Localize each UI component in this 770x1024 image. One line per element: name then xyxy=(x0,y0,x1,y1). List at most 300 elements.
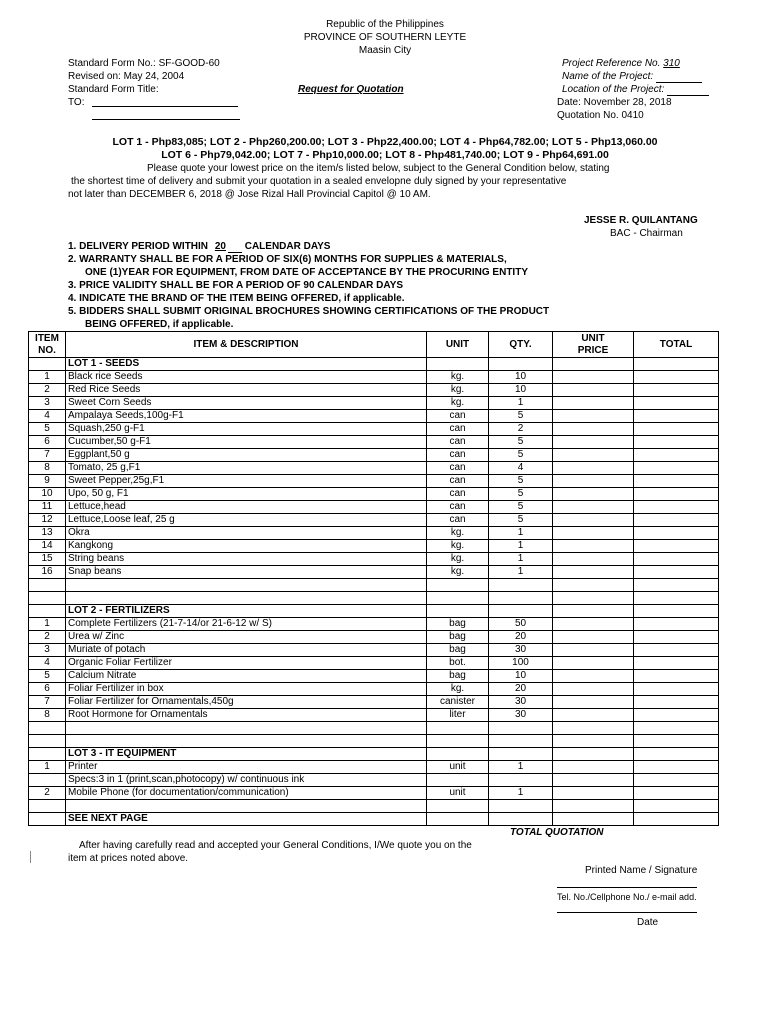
item-total-cell xyxy=(634,618,719,631)
item-qty-cell: 100 xyxy=(489,657,553,670)
table-row xyxy=(29,644,719,657)
item-unit-cell: can xyxy=(427,423,489,436)
item-unit-price-cell xyxy=(553,670,634,683)
item-unit-cell xyxy=(427,735,489,748)
item-unit-cell: bag xyxy=(427,631,489,644)
item-unit-price-cell xyxy=(553,423,634,436)
item-total-cell xyxy=(634,631,719,644)
item-description-cell: Lettuce,head xyxy=(66,501,427,514)
item-description-cell: Eggplant,50 g xyxy=(66,449,427,462)
item-total-cell xyxy=(634,423,719,436)
item-unit-cell: kg. xyxy=(427,566,489,579)
item-unit-price-cell xyxy=(553,514,634,527)
item-qty-cell xyxy=(489,735,553,748)
item-no-cell: 2 xyxy=(29,384,66,397)
table-row xyxy=(29,670,719,683)
item-no-cell: 7 xyxy=(29,449,66,462)
item-no-cell: 2 xyxy=(29,787,66,800)
item-unit-price-cell xyxy=(553,410,634,423)
item-qty-cell: 50 xyxy=(489,618,553,631)
signatory-position: BAC - Chairman xyxy=(610,228,683,239)
item-unit-cell: can xyxy=(427,410,489,423)
items-table xyxy=(28,331,719,826)
instructions-line1: Please quote your lowest price on the item/s listed below, subject to the General Condition below, stating xyxy=(147,163,610,174)
item-no-cell: 10 xyxy=(29,488,66,501)
item-no-cell: 6 xyxy=(29,683,66,696)
item-unit-cell: can xyxy=(427,462,489,475)
item-total-cell xyxy=(634,592,719,605)
item-unit-cell: kg. xyxy=(427,371,489,384)
item-unit-cell: liter xyxy=(427,709,489,722)
item-total-cell xyxy=(634,722,719,735)
item-qty-cell: 10 xyxy=(489,371,553,384)
item-no-cell: 11 xyxy=(29,501,66,514)
instructions-line3: not later than DECEMBER 6, 2018 @ Jose Rizal Hall Provincial Capitol @ 10 AM. xyxy=(68,189,431,200)
table-row xyxy=(29,813,719,826)
item-unit-cell: kg. xyxy=(427,397,489,410)
item-unit-cell: can xyxy=(427,514,489,527)
item-description-cell: Snap beans xyxy=(66,566,427,579)
contact-label: Tel. No./Cellphone No./ e-mail add. xyxy=(557,892,697,902)
table-row xyxy=(29,397,719,410)
item-description-cell: Calcium Nitrate xyxy=(66,670,427,683)
closing-line1: After having carefully read and accepted your General Conditions, I/We quote you on the xyxy=(79,840,472,851)
item-total-cell xyxy=(634,800,719,813)
item-description-cell: LOT 3 - IT EQUIPMENT xyxy=(66,748,427,761)
item-qty-cell xyxy=(489,358,553,371)
item-unit-price-cell xyxy=(553,605,634,618)
project-location xyxy=(562,83,709,96)
item-unit-cell: kg. xyxy=(427,553,489,566)
item-no-cell: 4 xyxy=(29,410,66,423)
item-total-cell xyxy=(634,761,719,774)
item-unit-cell xyxy=(427,358,489,371)
item-qty-cell: 10 xyxy=(489,384,553,397)
item-no-cell: 12 xyxy=(29,514,66,527)
item-description-cell: Ampalaya Seeds,100g-F1 xyxy=(66,410,427,423)
item-no-cell: 5 xyxy=(29,423,66,436)
item-total-cell xyxy=(634,787,719,800)
item-no-cell: 1 xyxy=(29,371,66,384)
table-row xyxy=(29,592,719,605)
date-line xyxy=(557,912,697,913)
item-total-cell xyxy=(634,540,719,553)
item-qty-cell xyxy=(489,579,553,592)
item-description-cell: Lettuce,Loose leaf, 25 g xyxy=(66,514,427,527)
condition-3: 3. PRICE VALIDITY SHALL BE FOR A PERIOD OF 90 CALENDAR DAYS xyxy=(68,280,404,291)
item-no-cell xyxy=(29,735,66,748)
condition-4: 4. INDICATE THE BRAND OF THE ITEM BEING OFFERED, if applicable. xyxy=(68,293,405,304)
table-row xyxy=(29,501,719,514)
item-total-cell xyxy=(634,696,719,709)
text-cursor-mark xyxy=(30,851,31,863)
item-no-cell: 14 xyxy=(29,540,66,553)
table-row xyxy=(29,449,719,462)
item-no-cell: 3 xyxy=(29,397,66,410)
item-description-cell: LOT 1 - SEEDS xyxy=(66,358,427,371)
header-item-no xyxy=(29,332,66,358)
item-qty-cell xyxy=(489,722,553,735)
item-no-cell: 13 xyxy=(29,527,66,540)
item-description-cell xyxy=(66,722,427,735)
form-title: Request for Quotation xyxy=(298,84,404,95)
item-description-cell xyxy=(66,735,427,748)
item-no-cell xyxy=(29,592,66,605)
item-unit-price-cell xyxy=(553,800,634,813)
item-unit-price-cell xyxy=(553,813,634,826)
item-total-cell xyxy=(634,501,719,514)
item-qty-cell: 5 xyxy=(489,488,553,501)
item-no-cell: 5 xyxy=(29,670,66,683)
item-no-cell: 8 xyxy=(29,709,66,722)
header-description: ITEM & DESCRIPTION xyxy=(66,332,427,358)
item-unit-price-cell xyxy=(553,449,634,462)
item-no-cell xyxy=(29,722,66,735)
condition-1-days: 20 xyxy=(214,241,226,252)
item-unit-price-cell xyxy=(553,475,634,488)
item-description-cell xyxy=(66,579,427,592)
table-row xyxy=(29,358,719,371)
item-unit-cell xyxy=(427,748,489,761)
to-line-2 xyxy=(92,119,240,120)
date-label: Date xyxy=(637,917,659,928)
item-unit-price-cell xyxy=(553,540,634,553)
header-province: PROVINCE OF SOUTHERN LEYTE xyxy=(303,32,467,43)
item-unit-cell: kg. xyxy=(427,683,489,696)
item-unit-price-cell xyxy=(553,631,634,644)
item-unit-price-cell xyxy=(553,527,634,540)
condition-2a: 2. WARRANTY SHALL BE FOR A PERIOD OF SIX(6) MONTHS FOR SUPPLIES & MATERIALS, xyxy=(68,254,507,265)
item-total-cell xyxy=(634,683,719,696)
project-reference xyxy=(562,57,680,70)
header-qty: QTY. xyxy=(489,332,553,358)
item-unit-cell: can xyxy=(427,488,489,501)
item-qty-cell: 5 xyxy=(489,410,553,423)
item-no-cell xyxy=(29,358,66,371)
item-no-cell: 3 xyxy=(29,644,66,657)
item-description-cell: Specs:3 in 1 (print,scan,photocopy) w/ continuous ink xyxy=(66,774,427,787)
item-unit-cell xyxy=(427,800,489,813)
item-qty-cell: 30 xyxy=(489,709,553,722)
header-city: Maasin City xyxy=(358,45,412,56)
item-description-cell: Foliar Fertilizer for Ornamentals,450g xyxy=(66,696,427,709)
item-unit-price-cell xyxy=(553,501,634,514)
item-qty-cell: 4 xyxy=(489,462,553,475)
item-unit-price-cell xyxy=(553,397,634,410)
form-number: Standard Form No.: SF-GOOD-60 xyxy=(68,58,220,69)
item-description-cell: Sweet Corn Seeds xyxy=(66,397,427,410)
table-row xyxy=(29,410,719,423)
project-name-label: Name of the Project: xyxy=(562,71,654,82)
table-row xyxy=(29,553,719,566)
item-description-cell: Urea w/ Zinc xyxy=(66,631,427,644)
item-unit-price-cell xyxy=(553,579,634,592)
table-row xyxy=(29,657,719,670)
item-unit-price-cell xyxy=(553,748,634,761)
item-qty-cell: 5 xyxy=(489,475,553,488)
item-unit-cell: kg. xyxy=(427,384,489,397)
lots-summary-line2: LOT 6 - Php79,042.00; LOT 7 - Php10,000.00; LOT 8 - Php481,740.00; LOT 9 - Php64,691.00 xyxy=(161,149,609,161)
item-unit-cell: can xyxy=(427,449,489,462)
item-total-cell xyxy=(634,462,719,475)
revised-date: Revised on: May 24, 2004 xyxy=(68,71,185,82)
item-description-cell: Organic Foliar Fertilizer xyxy=(66,657,427,670)
table-row xyxy=(29,371,719,384)
item-unit-price-cell xyxy=(553,722,634,735)
item-total-cell xyxy=(634,657,719,670)
project-name xyxy=(562,70,702,83)
table-row xyxy=(29,579,719,592)
item-unit-cell: can xyxy=(427,436,489,449)
item-unit-cell xyxy=(427,774,489,787)
item-unit-cell: can xyxy=(427,501,489,514)
item-unit-price-cell xyxy=(553,683,634,696)
item-total-cell xyxy=(634,384,719,397)
item-qty-cell xyxy=(489,800,553,813)
item-qty-cell: 1 xyxy=(489,566,553,579)
item-description-cell: Complete Fertilizers (21-7-14/or 21-6-12 w/ S) xyxy=(66,618,427,631)
item-qty-cell: 30 xyxy=(489,696,553,709)
item-qty-cell: 5 xyxy=(489,514,553,527)
item-qty-cell: 1 xyxy=(489,787,553,800)
item-qty-cell: 1 xyxy=(489,540,553,553)
table-row xyxy=(29,566,719,579)
total-quotation-label: TOTAL QUOTATION xyxy=(510,827,604,838)
to-line-1 xyxy=(92,106,238,107)
item-no-cell: 15 xyxy=(29,553,66,566)
item-unit-cell xyxy=(427,813,489,826)
item-unit-price-cell xyxy=(553,735,634,748)
item-qty-cell xyxy=(489,813,553,826)
item-unit-price-cell xyxy=(553,384,634,397)
form-title-label: Standard Form Title: xyxy=(68,84,159,95)
item-total-cell xyxy=(634,410,719,423)
table-row xyxy=(29,514,719,527)
table-row xyxy=(29,800,719,813)
condition-1 xyxy=(68,240,330,253)
item-total-cell xyxy=(634,514,719,527)
quotation-date: Date: November 28, 2018 xyxy=(557,97,672,108)
item-qty-cell xyxy=(489,592,553,605)
lots-summary-line1: LOT 1 - Php83,085; LOT 2 - Php260,200.00; LOT 3 - Php22,400.00; LOT 4 - Php64,782.00; LOT 5 - Php13,060.00 xyxy=(112,136,658,148)
table-row xyxy=(29,436,719,449)
item-description-cell: Root Hormone for Ornamentals xyxy=(66,709,427,722)
item-description-cell: Mobile Phone (for documentation/communication) xyxy=(66,787,427,800)
item-no-cell xyxy=(29,579,66,592)
item-total-cell xyxy=(634,813,719,826)
table-row xyxy=(29,618,719,631)
table-row xyxy=(29,631,719,644)
table-row xyxy=(29,761,719,774)
item-description-cell: Upo, 50 g, F1 xyxy=(66,488,427,501)
item-description-cell: Tomato, 25 g,F1 xyxy=(66,462,427,475)
instructions-line2: the shortest time of delivery and submit your quotation in a sealed envelopne duly signed by your representative xyxy=(71,176,567,187)
item-qty-cell: 2 xyxy=(489,423,553,436)
item-qty-cell: 1 xyxy=(489,527,553,540)
item-unit-price-cell xyxy=(553,488,634,501)
table-row xyxy=(29,683,719,696)
item-description-cell: Muriate of potach xyxy=(66,644,427,657)
table-row xyxy=(29,540,719,553)
condition-5a: 5. BIDDERS SHALL SUBMIT ORIGINAL BROCHURES SHOWING CERTIFICATIONS OF THE PRODUCT xyxy=(68,306,550,317)
item-total-cell xyxy=(634,774,719,787)
item-unit-price-cell xyxy=(553,696,634,709)
condition-1-post: CALENDAR DAYS xyxy=(244,241,331,252)
table-row xyxy=(29,735,719,748)
item-unit-price-cell xyxy=(553,358,634,371)
table-row xyxy=(29,696,719,709)
header-unit-price xyxy=(553,332,634,358)
item-unit-price-cell xyxy=(553,787,634,800)
item-description-cell: Printer xyxy=(66,761,427,774)
item-description-cell: LOT 2 - FERTILIZERS xyxy=(66,605,427,618)
item-unit-price-cell xyxy=(553,644,634,657)
item-total-cell xyxy=(634,566,719,579)
item-no-cell: 6 xyxy=(29,436,66,449)
item-unit-price-cell xyxy=(553,592,634,605)
table-row xyxy=(29,722,719,735)
table-row xyxy=(29,709,719,722)
item-description-cell: Black rice Seeds xyxy=(66,371,427,384)
item-qty-cell: 1 xyxy=(489,553,553,566)
item-total-cell xyxy=(634,644,719,657)
header-unit-price-1: UNIT xyxy=(581,332,605,344)
items-table-body xyxy=(29,358,719,826)
item-qty-cell xyxy=(489,748,553,761)
item-no-cell: 4 xyxy=(29,657,66,670)
project-reference-value: 310 xyxy=(663,58,680,69)
item-no-cell xyxy=(29,774,66,787)
item-unit-price-cell xyxy=(553,618,634,631)
header-unit-price-2: PRICE xyxy=(577,344,609,356)
item-unit-cell xyxy=(427,722,489,735)
item-total-cell xyxy=(634,475,719,488)
table-row xyxy=(29,384,719,397)
item-qty-cell: 5 xyxy=(489,436,553,449)
table-row xyxy=(29,605,719,618)
item-unit-price-cell xyxy=(553,774,634,787)
item-unit-cell: bag xyxy=(427,644,489,657)
item-total-cell xyxy=(634,397,719,410)
item-total-cell xyxy=(634,449,719,462)
item-qty-cell xyxy=(489,605,553,618)
printed-name-signature: Printed Name / Signature xyxy=(585,865,698,876)
item-qty-cell: 5 xyxy=(489,501,553,514)
item-total-cell xyxy=(634,579,719,592)
item-qty-cell: 20 xyxy=(489,631,553,644)
condition-5b: BEING OFFERED, if applicable. xyxy=(85,319,234,330)
item-description-cell: Cucumber,50 g-F1 xyxy=(66,436,427,449)
item-unit-price-cell xyxy=(553,436,634,449)
closing-line2: item at prices noted above. xyxy=(68,853,189,864)
item-unit-cell: can xyxy=(427,475,489,488)
condition-1-pre: 1. DELIVERY PERIOD WITHIN xyxy=(68,241,209,252)
item-description-cell xyxy=(66,800,427,813)
item-qty-cell: 20 xyxy=(489,683,553,696)
item-qty-cell: 5 xyxy=(489,449,553,462)
item-qty-cell: 1 xyxy=(489,761,553,774)
header-item-no-2: NO. xyxy=(38,344,56,356)
item-total-cell xyxy=(634,709,719,722)
table-row xyxy=(29,462,719,475)
item-unit-cell: kg. xyxy=(427,540,489,553)
item-unit-cell: canister xyxy=(427,696,489,709)
item-unit-cell xyxy=(427,605,489,618)
item-unit-cell: bag xyxy=(427,618,489,631)
item-unit-cell: bag xyxy=(427,670,489,683)
item-total-cell xyxy=(634,735,719,748)
item-unit-price-cell xyxy=(553,553,634,566)
table-row xyxy=(29,527,719,540)
item-unit-price-cell xyxy=(553,566,634,579)
item-unit-price-cell xyxy=(553,371,634,384)
project-location-label: Location of the Project: xyxy=(562,84,665,95)
item-qty-cell xyxy=(489,774,553,787)
item-unit-cell: bot. xyxy=(427,657,489,670)
table-header-row xyxy=(29,332,719,358)
quotation-number: Quotation No. 0410 xyxy=(557,110,644,121)
item-total-cell xyxy=(634,371,719,384)
table-row xyxy=(29,787,719,800)
item-no-cell: 1 xyxy=(29,761,66,774)
item-qty-cell: 30 xyxy=(489,644,553,657)
table-row xyxy=(29,748,719,761)
item-description-cell: Squash,250 g-F1 xyxy=(66,423,427,436)
item-unit-price-cell xyxy=(553,709,634,722)
condition-2b: ONE (1)YEAR FOR EQUIPMENT, FROM DATE OF ACCEPTANCE BY THE PROCURING ENTITY xyxy=(85,267,528,278)
item-no-cell: 16 xyxy=(29,566,66,579)
item-unit-cell xyxy=(427,592,489,605)
table-row xyxy=(29,488,719,501)
item-no-cell: 1 xyxy=(29,618,66,631)
item-unit-price-cell xyxy=(553,761,634,774)
item-description-cell: Red Rice Seeds xyxy=(66,384,427,397)
item-description-cell: String beans xyxy=(66,553,427,566)
item-description-cell xyxy=(66,592,427,605)
header-republic: Republic of the Philippines xyxy=(326,19,444,30)
item-qty-cell: 1 xyxy=(489,397,553,410)
header-unit: UNIT xyxy=(427,332,489,358)
item-total-cell xyxy=(634,436,719,449)
item-qty-cell: 10 xyxy=(489,670,553,683)
item-total-cell xyxy=(634,488,719,501)
item-total-cell xyxy=(634,553,719,566)
table-row xyxy=(29,475,719,488)
to-label: TO: xyxy=(68,97,85,108)
item-no-cell xyxy=(29,748,66,761)
item-unit-cell: unit xyxy=(427,761,489,774)
item-no-cell: 9 xyxy=(29,475,66,488)
item-no-cell: 7 xyxy=(29,696,66,709)
item-unit-price-cell xyxy=(553,462,634,475)
item-description-cell: Sweet Pepper,25g,F1 xyxy=(66,475,427,488)
item-description-cell: Okra xyxy=(66,527,427,540)
item-description-cell: SEE NEXT PAGE xyxy=(66,813,427,826)
item-unit-cell: unit xyxy=(427,787,489,800)
item-no-cell: 2 xyxy=(29,631,66,644)
table-row xyxy=(29,423,719,436)
item-no-cell xyxy=(29,605,66,618)
item-description-cell: Kangkong xyxy=(66,540,427,553)
item-total-cell xyxy=(634,605,719,618)
contact-line xyxy=(557,887,697,888)
item-total-cell xyxy=(634,670,719,683)
project-reference-label: Project Reference No. xyxy=(562,58,661,69)
item-total-cell xyxy=(634,748,719,761)
item-no-cell: 8 xyxy=(29,462,66,475)
table-row xyxy=(29,774,719,787)
item-description-cell: Foliar Fertilizer in box xyxy=(66,683,427,696)
